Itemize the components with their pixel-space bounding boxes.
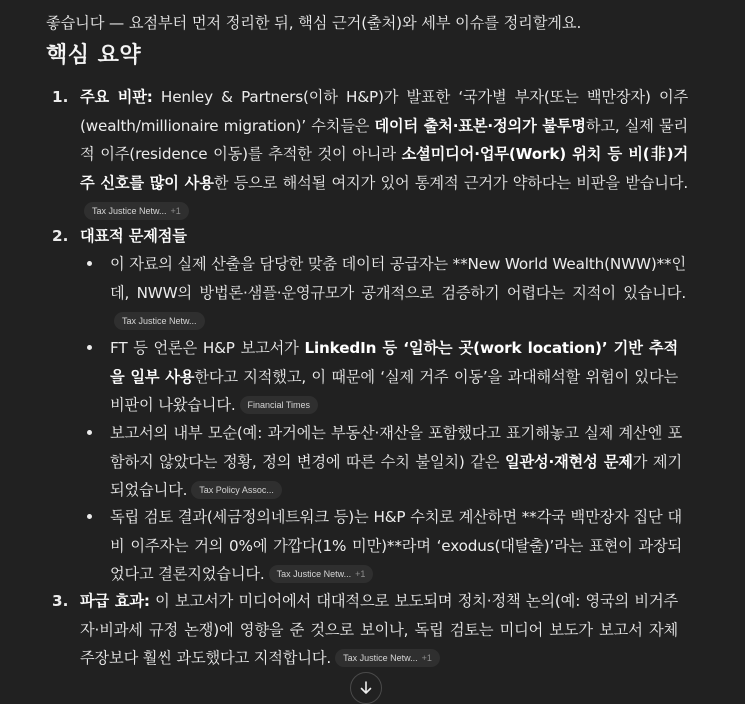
item-label: 주요 비판: xyxy=(80,88,153,106)
item-text: 보고서의 내부 모순(예: 과거에는 부동산·재산을 포함했다고 표기해놓고 실제 계산엔 포함하지 않았다는 정황, 정의 변경에 따른 수치 불일치) 같은 xyxy=(110,424,682,471)
list-item-problems xyxy=(80,222,688,251)
item-label: 파급 효과: xyxy=(80,592,150,610)
bullet-icon xyxy=(87,514,92,519)
item-text: FT 등 언론은 H&P 보고서가 xyxy=(110,339,305,357)
list-number: 2. xyxy=(52,227,69,245)
list-number: 1. xyxy=(52,88,69,106)
source-chip-count: +1 xyxy=(170,206,181,216)
intro-text: 좋습니다 — 요점부터 먼저 정리한 뒤, 핵심 근거(출처)와 세부 이슈를 정리할게요. xyxy=(46,14,582,32)
item-text: 독립 검토 결과(세금정의네트워크 등)는 H&P 수치로 계산하면 **각국 백만장자 집단 대비 이주자는 거의 0%에 가깝다(1% 미만)**라며 ‘exodus(대탈출)’라는 표현이 과장되었다고 결론지었습니다. xyxy=(110,508,682,583)
list-item-main-criticism xyxy=(80,83,688,226)
bullet-item-consistency xyxy=(110,419,682,505)
item-text: 하고, 실제 물리적 이주(residence 이동)를 추적한 것이 아니라 xyxy=(80,116,688,163)
bullet-item-nww xyxy=(110,250,686,336)
section-heading: 핵심 요약 xyxy=(46,43,142,68)
item-emphasis: 데이터 출처·표본·정의가 불투명 xyxy=(374,116,586,135)
bullet-icon xyxy=(87,261,92,266)
item-text: 이 자료의 실제 산출을 담당한 맞춤 데이터 공급자는 **New World Wealth(NWW)**인데, NWW의 방법론·샘플·운영규모가 공개적으로 검증하기 어렵다는 지적이 있습니다. xyxy=(110,255,686,302)
source-chip-label: Tax Justice Netw... xyxy=(122,316,197,326)
source-chip[interactable] xyxy=(191,481,282,499)
source-chip-label: Financial Times xyxy=(247,400,311,410)
source-chip-label: Tax Justice Netw... xyxy=(343,653,418,663)
list-item-impact xyxy=(80,587,678,673)
item-text: 가 제기되었습니다. xyxy=(110,452,682,499)
item-text: Henley & Partners(이하 H&P)가 발표한 ‘국가별 부자(또는 백만장자) 이주(wealth/millionaire migration)’ 수치들은 xyxy=(80,88,688,135)
source-chip[interactable] xyxy=(269,565,374,583)
item-emphasis: 일관성·재현성 문제 xyxy=(504,452,633,471)
source-chip[interactable] xyxy=(240,396,319,414)
bullet-icon xyxy=(87,430,92,435)
source-chip-label: Tax Justice Netw... xyxy=(276,569,352,579)
arrow-down-icon xyxy=(358,680,374,696)
scroll-to-bottom-button[interactable] xyxy=(350,672,382,704)
source-chip-label: Tax Policy Assoc... xyxy=(199,485,274,495)
source-chip-count: +1 xyxy=(355,569,366,579)
item-text: 한 등으로 해석될 여지가 있어 통계적 근거가 약하다는 비판을 받습니다. xyxy=(213,173,688,192)
bullet-item-independent-review xyxy=(110,503,682,589)
source-chip-label: Tax Justice Netw... xyxy=(92,206,167,216)
item-text: 한다고 지적했고, 이 때문에 ‘실제 거주 이동’을 과대해석할 위험이 있다는 비판이 나왔습니다. xyxy=(110,367,678,414)
source-chip[interactable] xyxy=(114,312,205,330)
bullet-item-linkedin xyxy=(110,334,678,420)
item-label: 대표적 문제점들 xyxy=(80,227,187,245)
item-emphasis: 소셜미디어·업무(Work) 위치 등 비(非)거주 신호를 많이 사용 xyxy=(80,145,688,192)
item-emphasis: LinkedIn 등 ‘일하는 곳(work location)’ 기반 추적을 일부 사용 xyxy=(110,339,678,386)
source-chip-count: +1 xyxy=(421,653,432,663)
source-chip[interactable] xyxy=(335,649,440,667)
source-chip[interactable] xyxy=(84,202,189,220)
list-number: 3. xyxy=(52,592,69,610)
bullet-icon xyxy=(87,345,92,350)
item-text: 이 보고서가 미디어에서 대대적으로 보도되며 정치·정책 논의(예: 영국의 비거주자·비과세 규정 논쟁)에 영향을 준 것으로 보이나, 독립 검토는 미디어 보도가 보고서 자체 주장보다 훨씬 과도했다고 지적합니다. xyxy=(80,592,678,667)
